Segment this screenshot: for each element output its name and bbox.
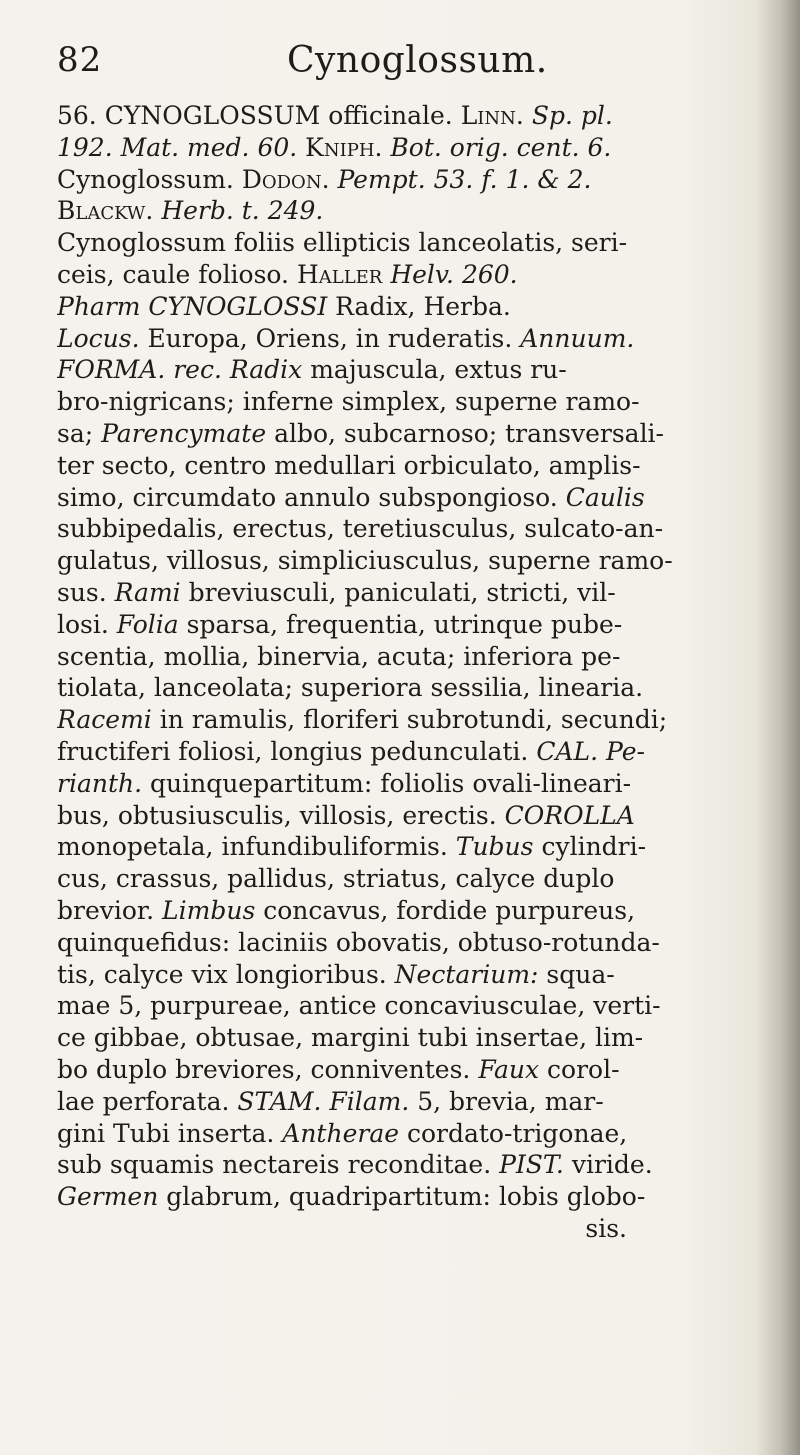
text-segment: Folia [116,609,179,639]
text-segment: Germen [57,1182,159,1212]
text-segment: monopetala, infundibuliformis. [57,832,456,862]
text-segment: sus. [57,577,115,607]
text-segment: fructiferi foliosi, longius pedunculati. [57,736,537,766]
text-segment: simo, circumdato annulo subspongioso. [57,482,566,512]
text-line [57,1181,757,1213]
text-segment: 192. Mat. med. 60. [57,132,298,162]
text-line [57,386,757,418]
text-segment: bus, obtusiusculis, villosis, erectis. [57,800,505,830]
text-segment: PIST. [499,1150,564,1180]
text-segment: Rami [114,577,181,607]
text-line [57,354,757,386]
text-line [57,100,757,132]
page-spine-shadow [756,0,800,1455]
text-segment: 56. CYNOGLOSSUM officinale. [57,101,461,130]
text-line [57,513,757,545]
body-text [57,100,757,1245]
text-segment: Limbus [162,895,256,925]
text-line [57,1054,757,1086]
text-line [57,164,757,196]
text-line [57,323,757,355]
text-line [57,227,757,259]
page-number: 82 [57,40,103,80]
text-segment: sis. [585,1213,627,1243]
text-segment: gini Tubi inserta. [57,1118,283,1148]
text-segment: majuscula, extus ru- [302,355,567,385]
text-segment: Bot. orig. cent. 6. [390,132,612,162]
text-line [57,768,757,800]
text-segment: ter secto, centro medullari orbiculato, amplis- [57,450,641,480]
text-line [57,1149,757,1181]
text-line [57,895,757,927]
text-line [57,482,757,514]
text-segment: bo duplo breviores, conniventes. [57,1054,479,1084]
text-segment: rianth. [57,768,143,798]
text-segment: Antherae [282,1118,400,1148]
text-segment: Racemi [57,705,152,735]
text-line [57,291,757,323]
text-segment: scentia, mollia, binervia, acuta; inferiora pe- [57,641,621,671]
text-segment: subbipedalis, erectus, teretiusculus, sulcato-an- [57,514,664,544]
text-segment: Pempt. 53. f. 1. & 2. [337,164,592,194]
text-segment: cus, crassus, pallidus, striatus, calyce duplo [57,864,615,894]
text-line [57,259,757,291]
text-segment: quinquefidus: laciniis obovatis, obtuso-rotunda- [57,927,660,957]
text-segment: bro-nigricans; inferne simplex, superne ramo- [57,387,640,417]
text-segment: in ramulis, floriferi subrotundi, secundi; [151,705,668,735]
text-segment [297,133,305,162]
text-segment: sparsa, frequentia, utrinque pube- [178,609,623,639]
text-line [57,736,757,768]
text-segment: losi. [57,609,117,639]
text-segment: Radix, Herba. [327,291,511,321]
text-line [57,132,757,164]
text-segment: cylindri- [533,832,647,862]
text-segment: glabrum, quadripartitum: lobis globo- [158,1182,646,1212]
text-line [57,1086,757,1118]
text-line [57,641,757,673]
text-line [57,959,757,991]
text-segment [524,101,532,130]
text-segment: Herb. t. 249. [161,196,324,226]
text-segment: Blackw. [57,196,154,226]
text-segment: sub squamis nectareis reconditae. [57,1150,500,1180]
text-segment: Kniph. [305,132,383,162]
text-segment: COROLLA [504,800,635,830]
text-line [57,927,757,959]
text-line [57,990,757,1022]
text-line [57,545,757,577]
text-line [57,672,757,704]
text-segment: Cynoglossum. [57,164,242,194]
text-segment: Annuum. [520,323,635,353]
text-line [57,704,757,736]
text-segment: Sp. pl. [531,101,613,130]
text-segment: cordato-trigonae, [399,1118,628,1148]
text-line [57,1213,757,1245]
text-segment: sa; [57,418,102,448]
text-segment: Cynoglossum foliis ellipticis lanceolatis, seri- [57,228,628,258]
text-segment: Faux [478,1054,540,1084]
text-segment: Europa, Oriens, in ruderatis. [139,323,521,353]
text-segment: Tubus [455,832,534,862]
page-header [57,40,747,100]
text-segment: quinquepartitum: foliolis ovali-lineari- [142,768,632,798]
text-line [57,800,757,832]
running-title: Cynoglossum. [287,40,548,81]
text-segment: Locus. [57,323,140,353]
text-segment: tis, calyce vix longioribus. [57,959,395,989]
text-line [57,1022,757,1054]
text-segment: Dodon. [241,164,330,194]
text-segment: Linn. [460,101,524,130]
text-line [57,609,757,641]
text-segment: tiolata, lanceolata; superiora sessilia, linearia. [57,673,644,703]
text-segment: CAL. Pe- [536,736,645,766]
text-segment: albo, subcarnoso; transversali- [266,418,665,448]
text-line [57,577,757,609]
text-line [57,195,757,227]
text-segment: Nectarium: [394,959,539,989]
text-segment: Caulis [565,482,645,512]
text-segment: corol- [539,1054,620,1084]
text-segment: viride. [563,1150,653,1180]
text-segment: concavus, fordide purpureus, [255,895,636,925]
text-segment: STAM. Filam. [237,1086,410,1116]
text-segment: Haller [296,259,383,289]
text-segment: 5, brevia, mar- [409,1086,604,1116]
text-segment: FORMA. rec. Radix [57,355,303,385]
text-segment: ce gibbae, obtusae, margini tubi insertae, lim- [57,1023,644,1053]
text-line [57,863,757,895]
text-segment: Pharm CYNOGLOSSI [57,291,328,321]
text-segment: Helv. 260. [390,259,518,289]
text-line [57,831,757,863]
text-segment: brevior. [57,895,163,925]
text-segment: Parencymate [101,418,267,448]
text-line [57,418,757,450]
text-segment: breviusculi, paniculati, stricti, vil- [180,577,616,607]
text-segment: ceis, caule folioso. [57,259,297,289]
text-line [57,1118,757,1150]
text-segment: lae perforata. [57,1086,238,1116]
text-segment: gulatus, villosus, simpliciusculus, superne ramo- [57,546,673,576]
text-segment: squa- [538,959,615,989]
text-line [57,450,757,482]
text-segment: mae 5, purpureae, antice concaviusculae, verti- [57,991,661,1021]
